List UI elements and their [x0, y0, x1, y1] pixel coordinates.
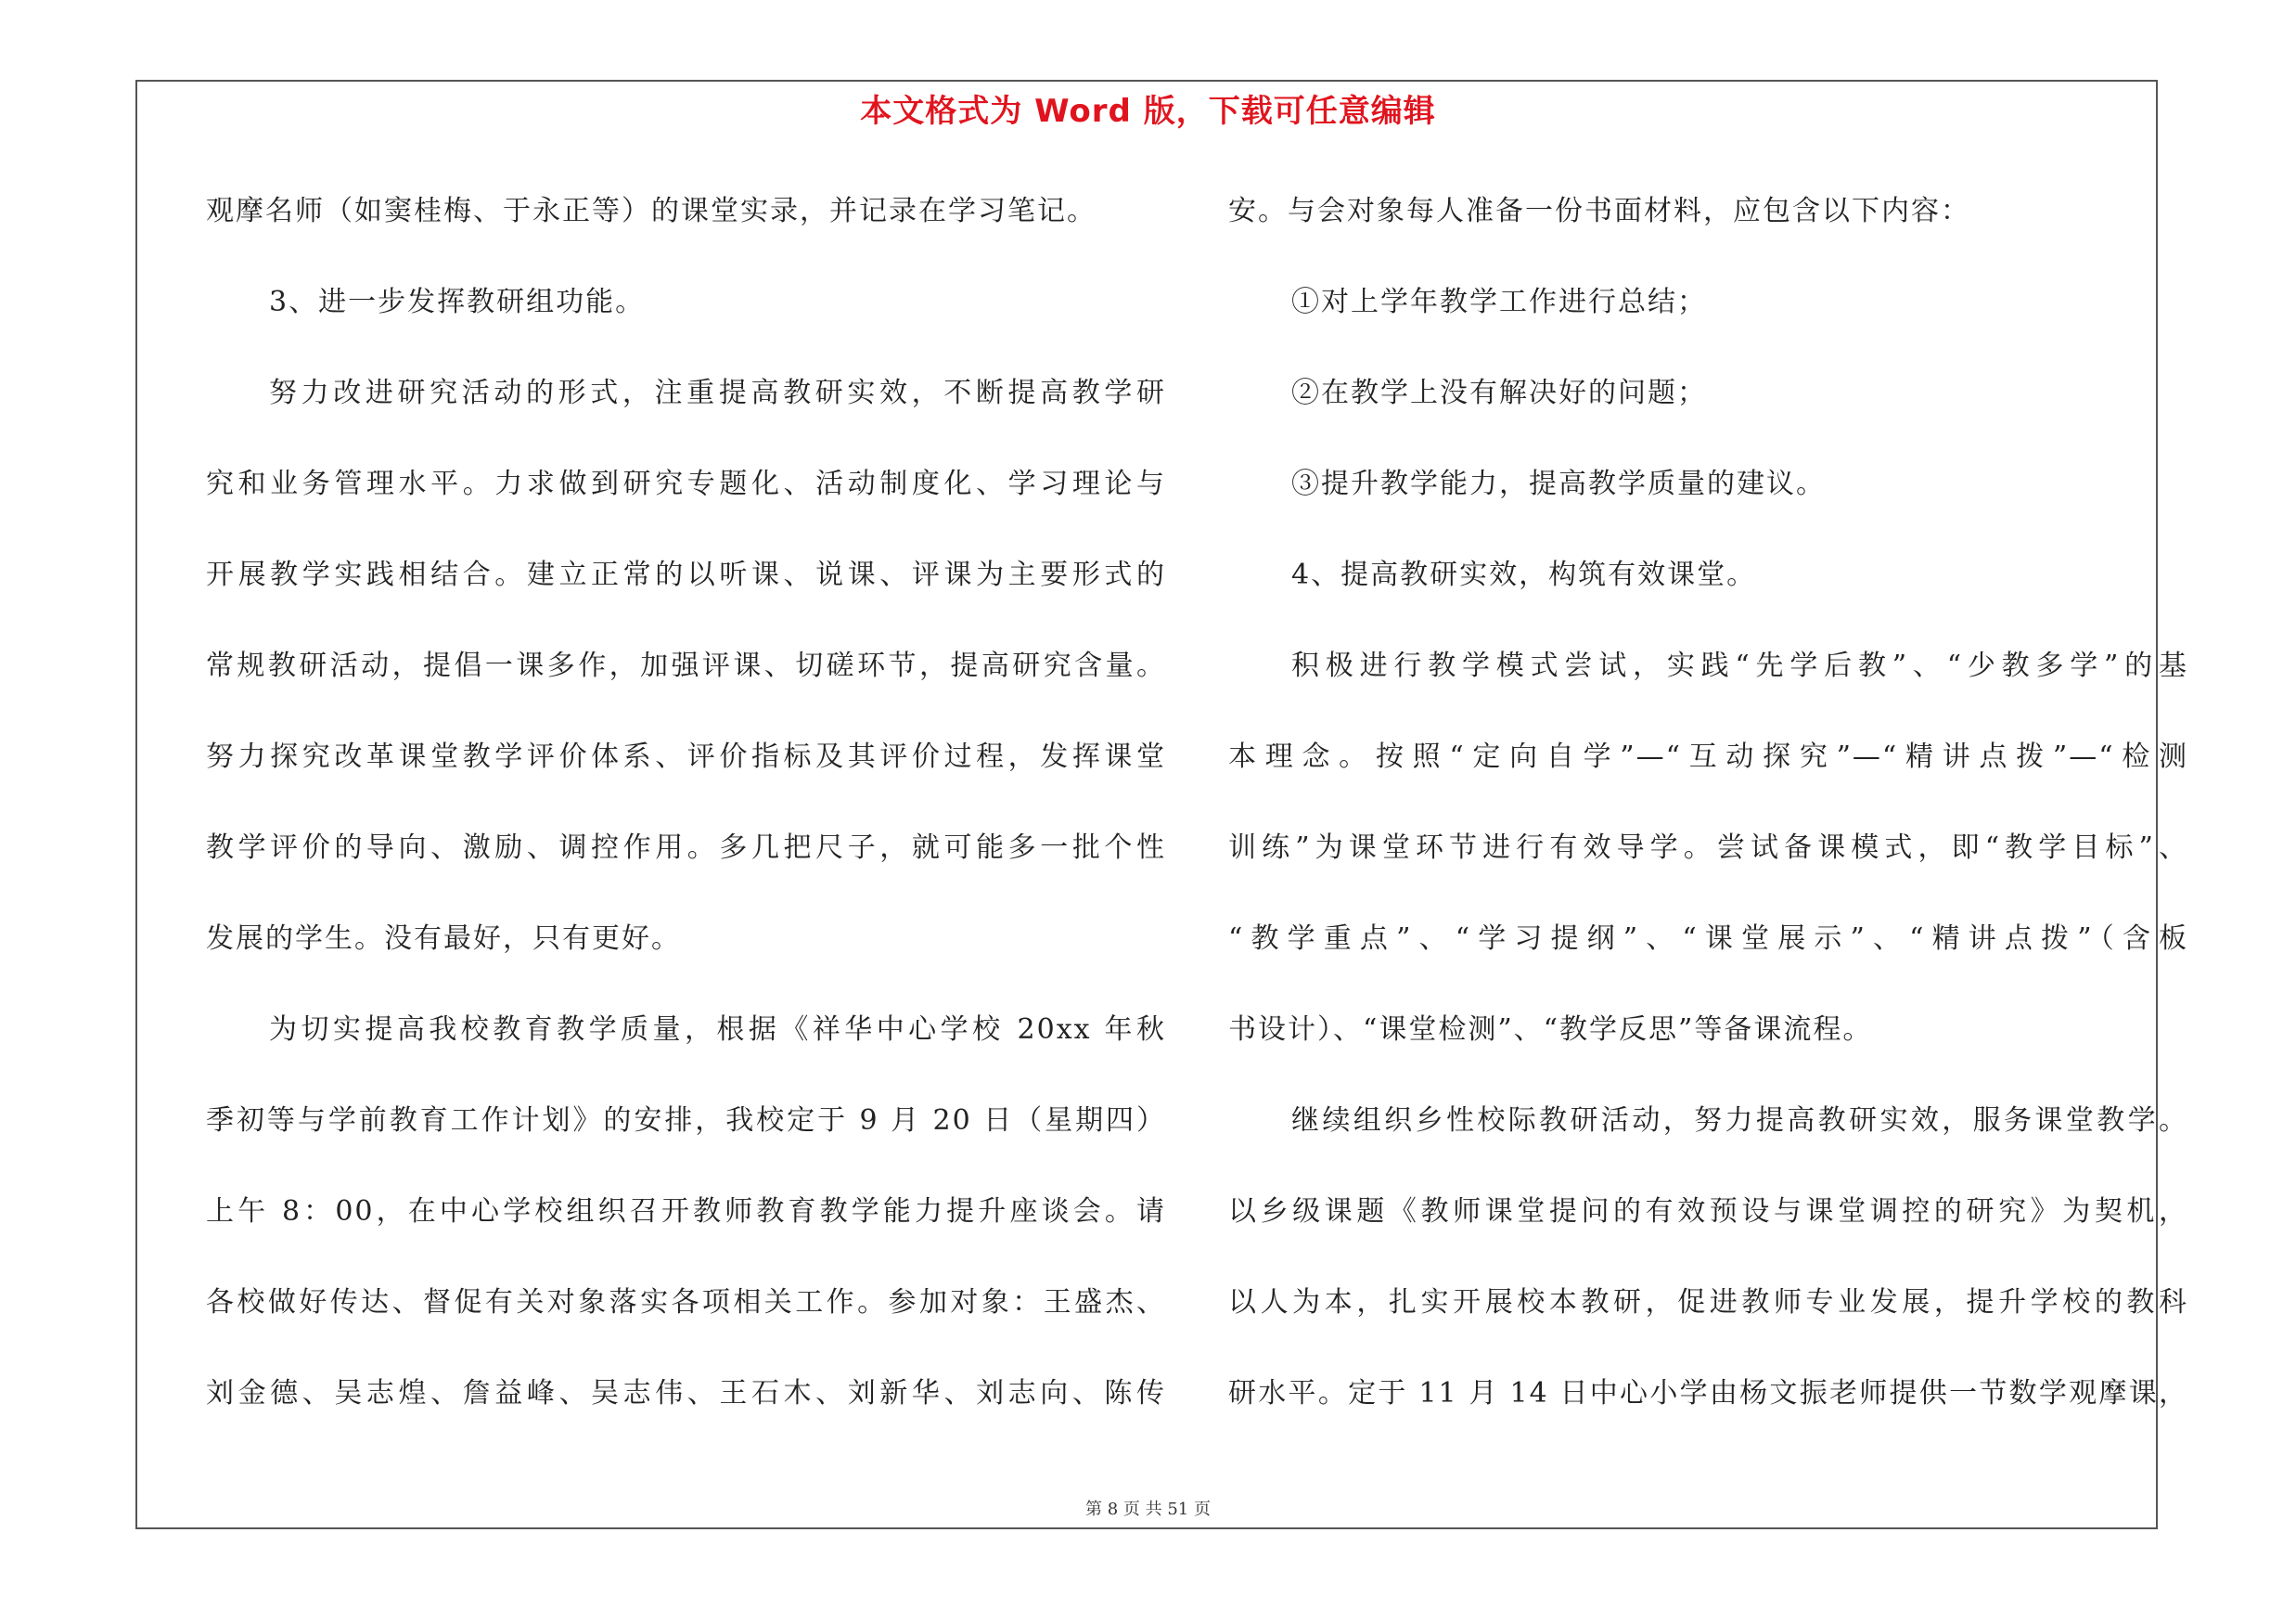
text-line: 3、进一步发挥教研组功能。	[269, 286, 646, 318]
text-line: 发展的学生。没有最好，只有更好。	[206, 922, 681, 955]
text-line: 安。与会对象每人准备一份书面材料，应包含以下内容：	[1228, 195, 1970, 227]
word-format-banner: 本文格式为 Word 版，下载可任意编辑	[860, 93, 1436, 130]
text-line: 本理念。按照“定向自学”—“互动探究”—“精讲点拨”—“检测	[1228, 741, 2188, 773]
text-line: 书设计）、“课堂检测”、“教学反思”等备课流程。	[1228, 1013, 1873, 1046]
text-line: ③提升教学能力，提高教学质量的建议。	[1291, 468, 1826, 500]
text-line: 以乡级课题《教师课堂提问的有效预设与课堂调控的研究》为契机，	[1228, 1195, 2188, 1228]
text-line: 训练”为课堂环节进行有效导学。尝试备课模式，即“教学目标”、	[1228, 831, 2188, 864]
text-line: 继续组织乡性校际教研活动，努力提高教研实效，服务课堂教学。	[1291, 1104, 2188, 1137]
page-number-footer: 第 8 页 共 51 页	[1085, 1500, 1211, 1519]
text-line: 以人为本，扎实开展校本教研，促进教师专业发展，提升学校的教科	[1228, 1286, 2188, 1319]
text-line: 刘金德、吴志煌、詹益峰、吴志伟、王石木、刘新华、刘志向、陈传	[206, 1377, 1166, 1410]
text-line: ②在教学上没有解决好的问题；	[1291, 377, 1707, 409]
right-column	[1228, 184, 2188, 1457]
text-line: “教学重点”、“学习提纲”、“课堂展示”、“精讲点拨”（含板	[1228, 922, 2188, 955]
text-line: 4、提高教研实效，构筑有效课堂。	[1291, 559, 1757, 591]
text-line: 研水平。定于 11 月 14 日中心小学由杨文振老师提供一节数学观摩课，	[1228, 1377, 2188, 1410]
text-line: 各校做好传达、督促有关对象落实各项相关工作。参加对象：王盛杰、	[206, 1286, 1166, 1319]
text-line: ①对上学年教学工作进行总结；	[1291, 286, 1707, 318]
left-column	[206, 184, 1166, 1457]
text-line: 努力改进研究活动的形式，注重提高教研实效，不断提高教学研	[269, 377, 1166, 409]
text-line: 为切实提高我校教育教学质量，根据《祥华中心学校 20xx 年秋	[269, 1013, 1166, 1046]
text-line: 观摩名师（如窦桂梅、于永正等）的课堂实录，并记录在学习笔记。	[206, 195, 1097, 227]
text-line: 积极进行教学模式尝试，实践“先学后教”、“少教多学”的基	[1291, 650, 2188, 682]
text-line: 努力探究改革课堂教学评价体系、评价指标及其评价过程，发挥课堂	[206, 741, 1166, 773]
text-line: 上午 8：00，在中心学校组织召开教师教育教学能力提升座谈会。请	[206, 1195, 1166, 1228]
text-line: 究和业务管理水平。力求做到研究专题化、活动制度化、学习理论与	[206, 468, 1166, 500]
text-line: 季初等与学前教育工作计划》的安排，我校定于 9 月 20 日（星期四）	[206, 1104, 1166, 1137]
text-line: 教学评价的导向、激励、调控作用。多几把尺子，就可能多一批个性	[206, 831, 1166, 864]
text-line: 开展教学实践相结合。建立正常的以听课、说课、评课为主要形式的	[206, 559, 1166, 591]
text-line: 常规教研活动，提倡一课多作，加强评课、切磋环节，提高研究含量。	[206, 650, 1166, 682]
